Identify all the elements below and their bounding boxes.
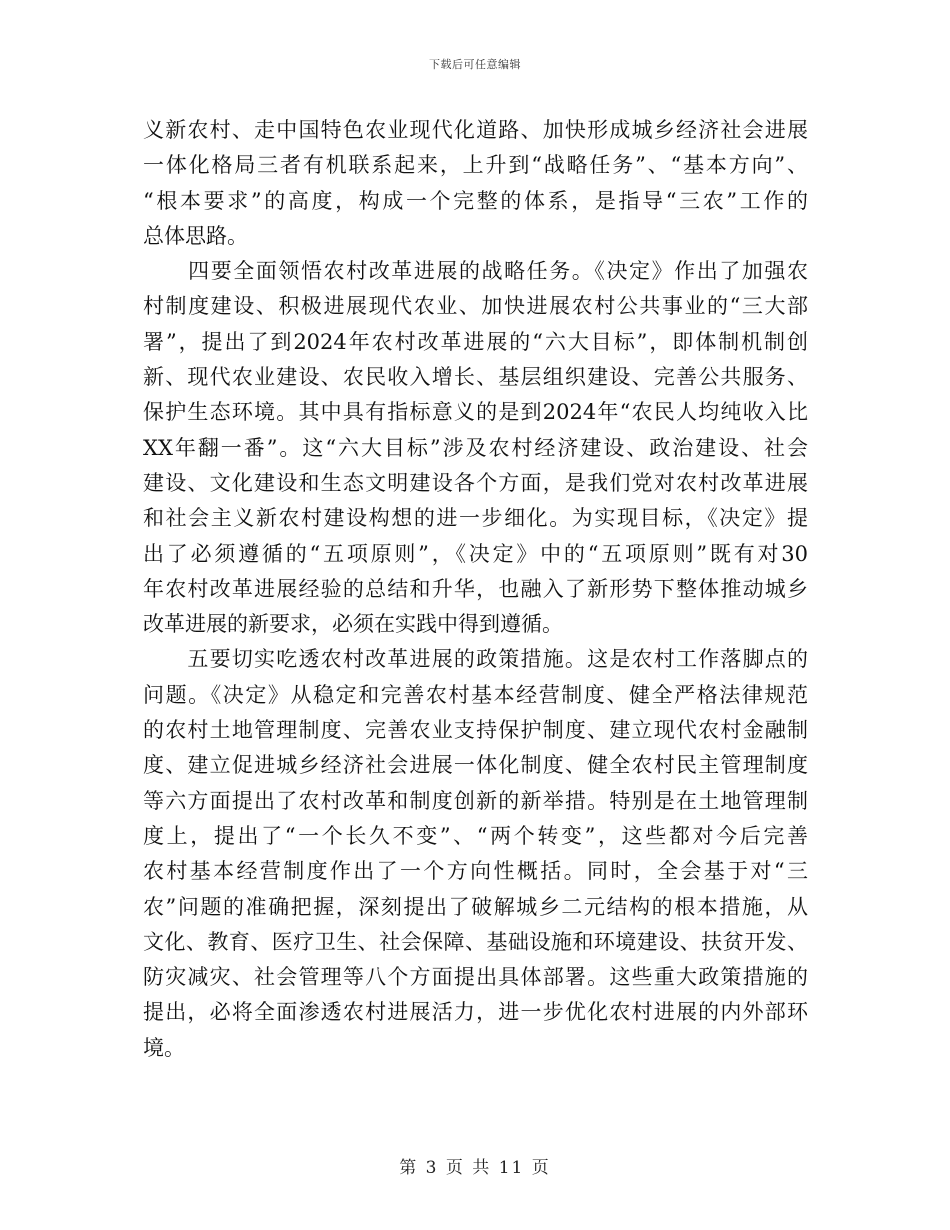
text-line: 提出，必将全面渗透农村进展活力，进一步优化农村进展的内外部环 (143, 1000, 808, 1025)
text-line: 署”，提出了到2024年农村改革进展的“六大目标”，即体制机制创 (143, 329, 808, 354)
text-line: 建设、文化建设和生态文明建设各个方面，是我们党对农村改革进展 (143, 470, 808, 495)
text-line: 问题。《决定》从稳定和完善农村基本经营制度、健全严格法律规范 (143, 682, 808, 707)
text-line: 总体思路。 (143, 223, 248, 248)
page-footer: 第 3 页 共 11 页 (399, 1158, 551, 1178)
text-line: 新、现代农业建设、农民收入增长、基层组织建设、完善公共服务、 (143, 365, 808, 390)
text-line: 文化、教育、医疗卫生、社会保障、基础设施和环境建设、扶贫开发、 (143, 929, 808, 954)
text-line: 一体化格局三者有机联系起来，上升到“战略任务”、“基本方向”、 (143, 153, 808, 178)
text-line: XX年翻一番”。这“六大目标”涉及农村经济建设、政治建设、社会 (143, 435, 808, 460)
text-line: 改革进展的新要求，必须在实践中得到遵循。 (143, 612, 563, 637)
text-line: 年农村改革进展经验的总结和升华，也融入了新形势下整体推动城乡 (143, 576, 808, 601)
page-header: 下载后可任意编辑 (429, 58, 521, 71)
text-line: 四要全面领悟农村改革进展的战略任务。《决定》作出了加强农 (143, 259, 808, 284)
text-line: 村制度建设、积极进展现代农业、加快进展农村公共事业的“三大部 (143, 294, 808, 319)
text-line: 度上，提出了“一个长久不变”、“两个转变”，这些都对今后完善 (143, 823, 808, 848)
text-line: 五要切实吃透农村改革进展的政策措施。这是农村工作落脚点的 (143, 647, 808, 672)
text-line: 出了必须遵循的“五项原则”，《决定》中的“五项原则”既有对30 (143, 541, 808, 566)
text-line: 义新农村、走中国特色农业现代化道路、加快形成城乡经济社会进展 (143, 118, 808, 142)
text-line: “根本要求”的高度，构成一个完整的体系，是指导“三农”工作的 (143, 188, 808, 213)
text-line: 保护生态环境。其中具有指标意义的是到2024年“农民人均纯收入比 (143, 400, 808, 425)
text-line: 农”问题的准确把握，深刻提出了破解城乡二元结构的根本措施，从 (143, 894, 808, 919)
document-body (143, 113, 808, 1066)
text-line: 农村基本经营制度作出了一个方向性概括。同时，全会基于对“三 (143, 859, 808, 884)
text-line: 和社会主义新农村建设构想的进一步细化。为实现目标，《决定》提 (143, 506, 808, 531)
text-line: 防灾减灾、社会管理等八个方面提出具体部署。这些重大政策措施的 (143, 965, 808, 990)
text-line: 等六方面提出了农村改革和制度创新的新举措。特别是在土地管理制 (143, 788, 808, 813)
text-line: 的农村土地管理制度、完善农业支持保护制度、建立现代农村金融制 (143, 718, 808, 743)
text-line: 境。 (143, 1035, 185, 1060)
text-line: 度、建立促进城乡经济社会进展一体化制度、健全农村民主管理制度 (143, 753, 808, 778)
